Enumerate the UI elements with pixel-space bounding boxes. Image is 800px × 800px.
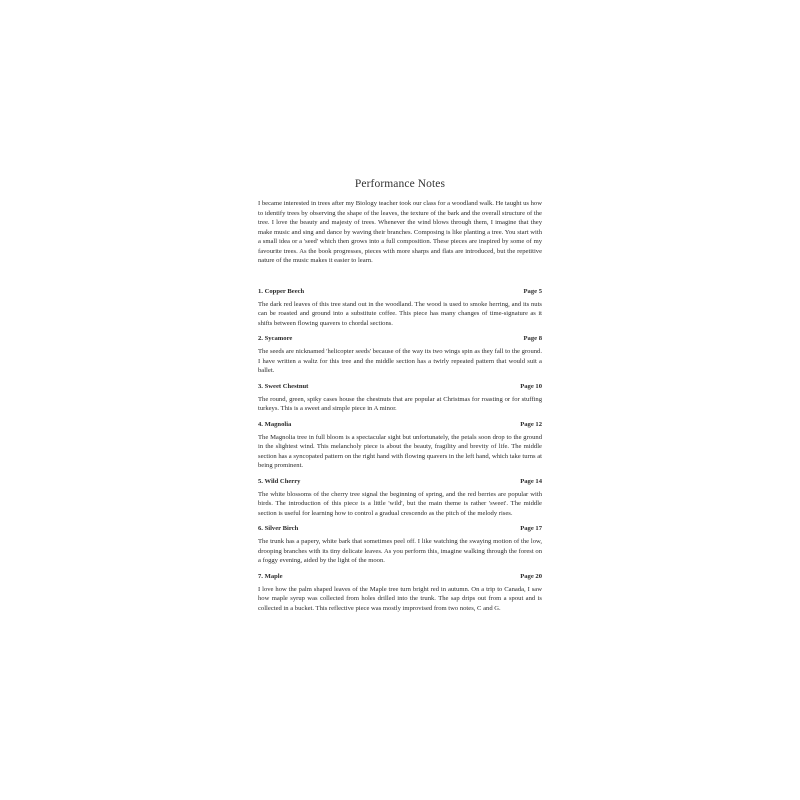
entry-title: 4. Magnolia xyxy=(258,420,292,428)
document-page xyxy=(258,178,542,619)
entry-copper-beech xyxy=(258,287,542,329)
entry-silver-birch xyxy=(258,524,542,566)
entry-title: 6. Silver Birch xyxy=(258,525,299,532)
entry-sycamore xyxy=(258,334,542,376)
entry-heading xyxy=(258,382,542,391)
entry-page-number: Page 20 xyxy=(520,572,542,580)
entry-title: 5. Wild Cherry xyxy=(258,477,301,485)
page-title: Performance Notes xyxy=(354,178,446,190)
entry-title: 2. Sycamore xyxy=(258,335,293,342)
entry-page-number: Page 8 xyxy=(523,335,542,342)
entry-heading xyxy=(258,524,542,533)
entry-title: 7. Maple xyxy=(258,572,283,580)
entry-page-number: Page 10 xyxy=(520,382,542,390)
entry-heading xyxy=(258,477,542,486)
entry-heading xyxy=(258,572,542,581)
entry-heading xyxy=(258,420,542,429)
entry-wild-cherry xyxy=(258,477,542,519)
intro-paragraph: I became interested in trees after my Biology teacher took our class for a woodland walk. He taught us how to identify trees by observing the shape of the leaves, the texture of the bark and the overall structure of the tree. I love the beauty and majesty of trees. Whenever the wind blows through them, I imagine that they make music and sing and dance by waving their branches. Composing is like planting a tree. You start with a small idea or a 'seed' which then grows into a full composition. These pieces are inspired by some of my favourite trees. As the book progresses, pieces with more sharps and flats are introduced, but the repetitive nature of the music makes it easier to learn. xyxy=(258,200,542,264)
entry-description: The round, green, spiky cases house the chestnuts that are popular at Christmas for roasting or for stuffing turkeys. This is a sweet and simple piece in A minor. xyxy=(258,395,542,412)
entry-description: The dark red leaves of this tree stand out in the woodland. The wood is used to smoke herring, and its nuts can be roasted and ground into a substitute coffee. This piece has many changes of time-signature as it shifts between flowing quavers to chordal sections. xyxy=(258,300,542,327)
entry-heading xyxy=(258,334,542,343)
entry-title: 1. Copper Beech xyxy=(258,287,305,295)
entry-description: I love how the palm shaped leaves of the Maple tree turn bright red in autumn. On a trip to Canada, I saw how maple syrup was collected from holes drilled into the trunk. The sap drips out from a spout and is collected in a bucket. This reflective piece was mostly improvised from two notes, C and G. xyxy=(258,585,542,612)
entry-page-number: Page 17 xyxy=(520,525,542,532)
entry-description: The trunk has a papery, white bark that sometimes peel off. I like watching the swaying motion of the low, drooping branches with its tiny delicate leaves. As you perform this, imagine walking through the forest on a foggy evening, aided by the light of the moon. xyxy=(258,538,542,564)
entry-title: 3. Sweet Chestnut xyxy=(258,382,309,390)
entry-description: The seeds are nicknamed 'helicopter seeds' because of the way its two wings spin as they fall to the ground. I have written a waltz for this tree and the middle section has a twirly repeated pattern that would suit a ballet. xyxy=(258,348,542,374)
entry-page-number: Page 14 xyxy=(520,477,542,485)
entry-sweet-chestnut xyxy=(258,382,542,414)
entry-description: The white blossoms of the cherry tree signal the beginning of spring, and the red berries are popular with birds. The introduction of this piece is a little 'wild', but the main theme is rather 'sweet'. The middle section is useful for learning how to control a gradual crescendo as the pitch of the melody rises. xyxy=(258,490,542,517)
entry-maple xyxy=(258,572,542,614)
entry-page-number: Page 5 xyxy=(523,287,542,295)
entry-heading xyxy=(258,287,542,296)
entry-description: The Magnolia tree in full bloom is a spectacular sight but unfortunately, the petals soon drop to the ground in the slightest wind. This melancholy piece is about the beauty, fragility and brevity of life. The middle section has a syncopated pattern on the right hand with flowing quavers in the left hand, which take turns at being prominent. xyxy=(258,433,542,469)
entry-magnolia xyxy=(258,420,542,471)
entry-page-number: Page 12 xyxy=(520,420,542,428)
